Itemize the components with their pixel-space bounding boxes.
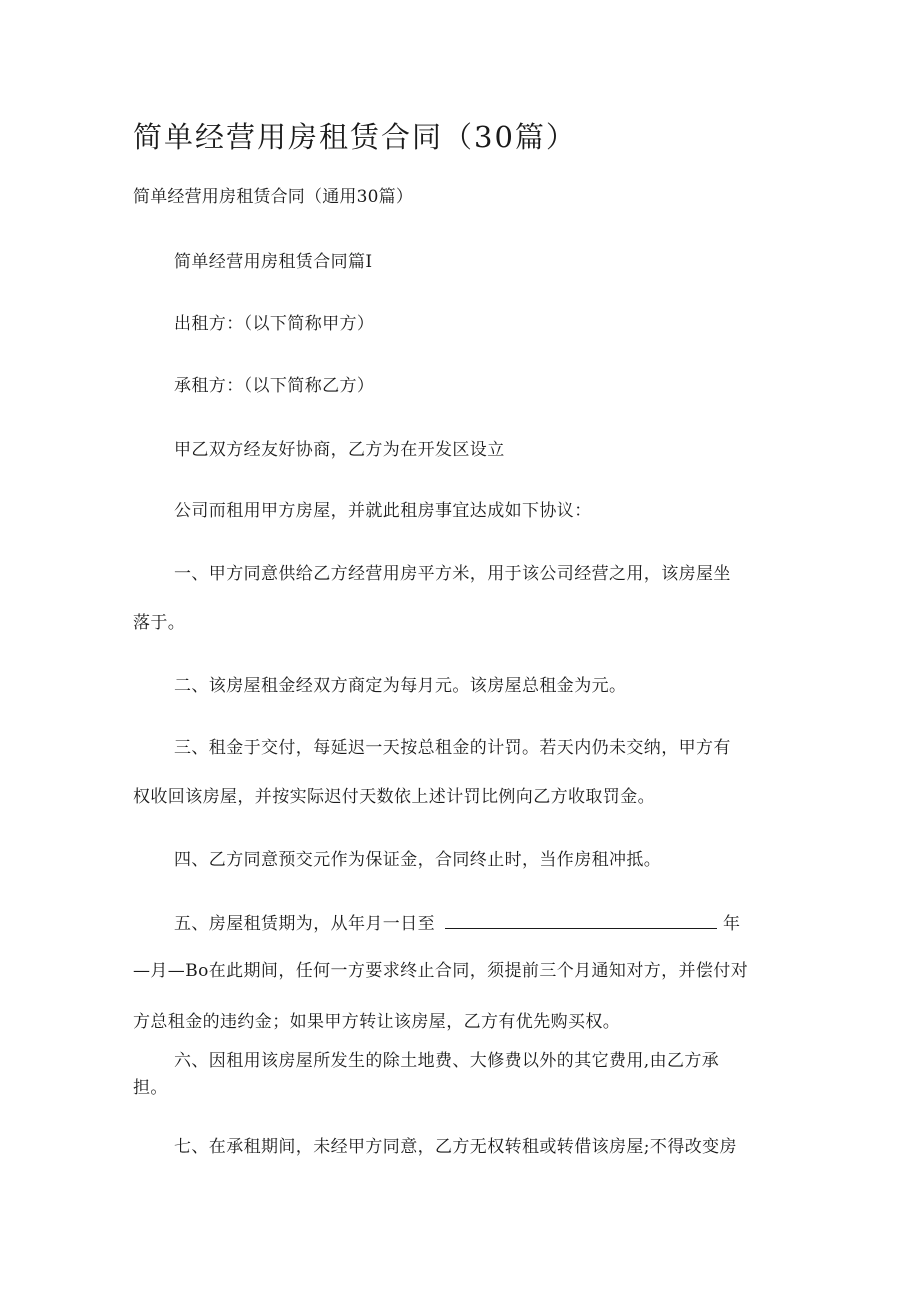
clause-5-line-1: [174, 910, 740, 935]
clause-1-line-1: 一、甲方同意供给乙方经营用房平方米，用于该公司经营之用，该房屋坐: [174, 564, 731, 584]
clause-7-line-1: 七、在承租期间，未经甲方同意，乙方无权转租或转借该房屋;不得改变房: [174, 1137, 737, 1157]
clause-5-text-b: 年: [723, 914, 741, 934]
clause-2: 二、该房屋租金经双方商定为每月元。该房屋总租金为元。: [174, 676, 627, 696]
lessor-line: 出租方：（以下简称甲方）: [174, 314, 375, 334]
fill-in-blank: [445, 910, 717, 929]
clause-5-line-3: 方总租金的违约金；如果甲方转让该房屋，乙方有优先购买权。: [133, 1012, 621, 1032]
document-title: 简单经营用房租赁合同（30篇）: [133, 120, 577, 154]
lessee-line: 承租方：（以下简称乙方）: [174, 376, 375, 396]
document-subtitle: 简单经营用房租赁合同（通用30篇）: [133, 187, 414, 207]
section-heading: 简单经营用房租赁合同篇I: [174, 252, 373, 272]
clause-3-line-2: 权收回该房屋，并按实际迟付天数依上述计罚比例向乙方收取罚金。: [133, 787, 655, 807]
clause-5-text-a: 五、房屋租赁期为，从年月一日至: [174, 914, 435, 934]
clause-6-line-2: 担。: [133, 1078, 168, 1098]
clause-3-line-1: 三、租金于交付，每延迟一天按总租金的计罚。若天内仍未交纳，甲方有: [174, 738, 731, 758]
intro-line-1: 甲乙双方经友好协商，乙方为在开发区设立: [174, 440, 505, 460]
clause-1-line-2: 落于。: [133, 613, 186, 633]
clause-4: 四、乙方同意预交元作为保证金，合同终止时，当作房租冲抵。: [174, 850, 662, 870]
intro-line-2: 公司而租用甲方房屋，并就此租房事宜达成如下协议：: [174, 501, 592, 521]
clause-6-line-1: 六、因租用该房屋所发生的除土地费、大修费以外的其它费用,由乙方承: [174, 1051, 720, 1071]
clause-5-line-2: —月—Bo在此期间，任何一方要求终止合同，须提前三个月通知对方，并偿付对: [133, 961, 749, 981]
